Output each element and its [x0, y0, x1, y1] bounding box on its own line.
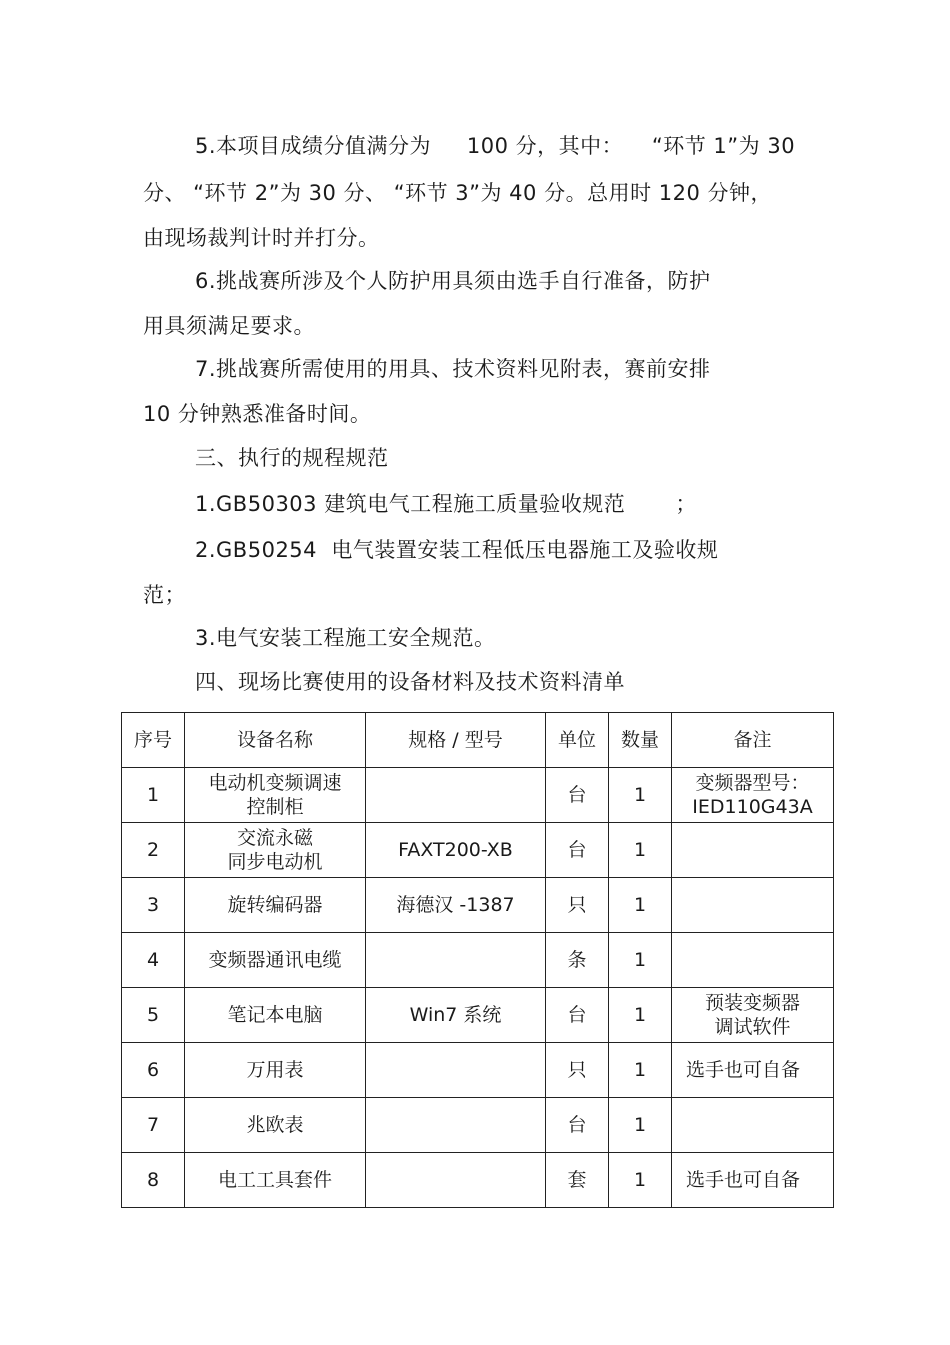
cell-name: 变频器通讯电缆 — [185, 933, 366, 988]
header-name: 设备名称 — [185, 713, 366, 768]
header-qty: 数量 — [609, 713, 672, 768]
cell-name — [185, 823, 366, 878]
cell-remark-line-1: 预装变频器 — [704, 992, 800, 1014]
cell-name: 旋转编码器 — [185, 878, 366, 933]
cell-name-line-2: 同步电动机 — [227, 851, 323, 873]
cell-no: 3 — [122, 878, 185, 933]
cell-unit: 套 — [546, 1153, 609, 1208]
rule-3: 3.电气安装工程施工安全规范。 — [195, 626, 496, 650]
table-row — [122, 1153, 834, 1208]
cell-unit: 台 — [546, 768, 609, 823]
table-row — [122, 933, 834, 988]
cell-name: 万用表 — [185, 1043, 366, 1098]
rule-1: 1.GB50303 建筑电气工程施工质量验收规范 ； — [195, 492, 697, 516]
paragraph-6-line-1: 6.挑战赛所涉及个人防护用具须由选手自行准备，防护 — [195, 269, 711, 293]
cell-unit: 只 — [546, 878, 609, 933]
cell-unit: 台 — [546, 1098, 609, 1153]
cell-qty: 1 — [609, 823, 672, 878]
cell-name: 电工工具套件 — [185, 1153, 366, 1208]
cell-unit: 条 — [546, 933, 609, 988]
cell-unit: 台 — [546, 823, 609, 878]
cell-remark — [672, 988, 834, 1043]
cell-qty: 1 — [609, 1098, 672, 1153]
table-row — [122, 823, 834, 878]
rule-2-line-2: 范； — [143, 583, 186, 607]
rule-2-line-1: 2.GB50254 电气装置安装工程低压电器施工及验收规 — [195, 538, 719, 562]
cell-remark: 选手也可自备 — [672, 1153, 834, 1208]
header-remark: 备注 — [672, 713, 834, 768]
table-row — [122, 1098, 834, 1153]
cell-remark-line-2: 调试软件 — [714, 1016, 791, 1038]
cell-remark — [672, 933, 834, 988]
paragraph-5-line-3: 由现场裁判计时并打分。 — [143, 226, 380, 250]
header-spec: 规格 / 型号 — [366, 713, 546, 768]
cell-spec: Win7 系统 — [366, 988, 546, 1043]
cell-qty: 1 — [609, 878, 672, 933]
section-4-title: 四、现场比赛使用的设备材料及技术资料清单 — [195, 670, 625, 694]
paragraph-7-line-1: 7.挑战赛所需使用的用具、技术资料见附表，赛前安排 — [195, 357, 711, 381]
table-row — [122, 988, 834, 1043]
cell-qty: 1 — [609, 988, 672, 1043]
table-header-row — [122, 713, 834, 768]
cell-qty: 1 — [609, 1153, 672, 1208]
cell-spec — [366, 1153, 546, 1208]
cell-unit: 只 — [546, 1043, 609, 1098]
cell-spec — [366, 768, 546, 823]
table-row — [122, 1043, 834, 1098]
cell-remark — [672, 823, 834, 878]
cell-no: 1 — [122, 768, 185, 823]
cell-no: 5 — [122, 988, 185, 1043]
cell-qty: 1 — [609, 933, 672, 988]
cell-remark — [672, 878, 834, 933]
paragraph-6-line-2: 用具须满足要求。 — [143, 314, 315, 338]
cell-unit: 台 — [546, 988, 609, 1043]
cell-spec: 海德汉 -1387 — [366, 878, 546, 933]
cell-no: 4 — [122, 933, 185, 988]
cell-spec — [366, 1043, 546, 1098]
cell-remark-line-1: 变频器型号： — [695, 772, 810, 794]
cell-spec — [366, 1098, 546, 1153]
table-row — [122, 768, 834, 823]
cell-name-line-1: 电动机变频调速 — [208, 772, 342, 794]
cell-spec: FAXT200-XB — [366, 823, 546, 878]
paragraph-5-line-2: 分、 “环节 2”为 30 分、 “环节 3”为 40 分。总用时 120 分钟， — [143, 181, 773, 205]
cell-spec — [366, 933, 546, 988]
cell-name-line-1: 交流永磁 — [236, 827, 313, 849]
cell-remark: 选手也可自备 — [672, 1043, 834, 1098]
cell-name: 笔记本电脑 — [185, 988, 366, 1043]
header-no: 序号 — [122, 713, 185, 768]
cell-name-line-2: 控制柜 — [246, 796, 304, 818]
header-unit: 单位 — [546, 713, 609, 768]
equipment-table — [121, 712, 834, 1208]
cell-name: 兆欧表 — [185, 1098, 366, 1153]
paragraph-7-line-2: 10 分钟熟悉准备时间。 — [143, 402, 372, 426]
cell-remark-line-2: IED110G43A — [692, 796, 813, 818]
cell-no: 2 — [122, 823, 185, 878]
cell-qty: 1 — [609, 1043, 672, 1098]
cell-no: 8 — [122, 1153, 185, 1208]
cell-qty: 1 — [609, 768, 672, 823]
cell-no: 6 — [122, 1043, 185, 1098]
cell-remark — [672, 1098, 834, 1153]
cell-name — [185, 768, 366, 823]
cell-no: 7 — [122, 1098, 185, 1153]
table-row — [122, 878, 834, 933]
section-3-title: 三、执行的规程规范 — [195, 446, 389, 470]
cell-remark — [672, 768, 834, 823]
paragraph-5-line-1: 5.本项目成绩分值满分为 100 分，其中： “环节 1”为 30 — [195, 134, 796, 158]
